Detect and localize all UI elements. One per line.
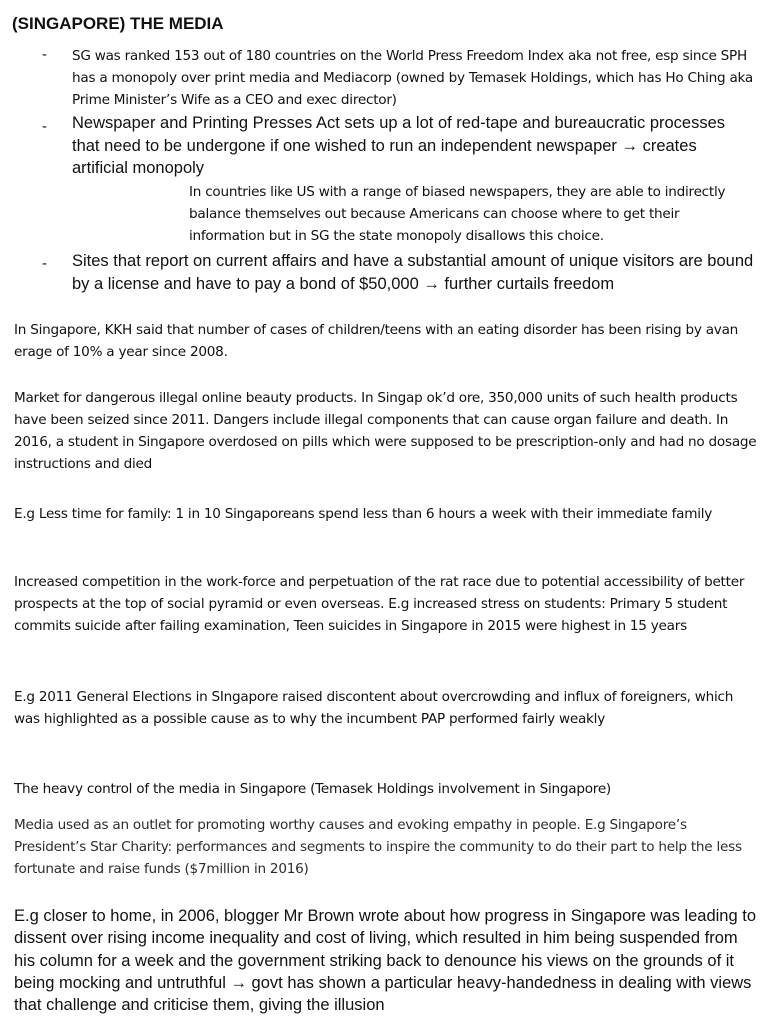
paragraph-mr-brown: E.g closer to home, in 2006, blogger Mr Brown wrote about how progress in Singapore was leading to dissent over rising income inequality and cost of living, which resulted in him being suspended from his column for a week and the government striking back to denounce his views on the grounds of it being mocking and untruthful → govt has shown a particular heavy-handedness in dealing with views that challenge and criticise them, giving the illusion	[14, 907, 757, 1015]
bullet-item: Newspaper and Printing Presses Act sets up a lot of red-tape and bureaucratic processes that need to be undergone if one wished to run an independent newspaper → creates artificial monopoly	[72, 114, 726, 177]
bullet-marker: -	[42, 46, 47, 63]
indented-note: In countries like US with a range of biased newspapers, they are able to indirectly balance themselves out because Americans can choose where to get their information but in SG the state monopoly disallows this choice.	[189, 184, 726, 244]
paragraph-beauty-products: Market for dangerous illegal online beauty products. In Singap ok’d ore, 350,000 units of such health products have been seized since 2011. Dangers include illegal components that can cause organ failure and death. In 2016, a student in Singapore overdosed on pills which were supposed to be prescription-only and had no dosage instructions and died	[14, 390, 757, 472]
paragraph-media-control: The heavy control of the media in Singapore (Temasek Holdings involvement in Singapore)	[14, 781, 611, 797]
section-heading: (SINGAPORE) THE MEDIA	[12, 14, 224, 33]
bullet-item: SG was ranked 153 out of 180 countries on the World Press Freedom Index aka not free, esp since SPH has a monopoly over print media and Mediacorp (owned by Temasek Holdings, which has Ho Ching aka Prime Minister’s Wife as a CEO and exec director)	[72, 48, 753, 108]
paragraph-competition: Increased competition in the work-force and perpetuation of the rat race due to potential accessibility of better prospects at the top of social pyramid or even overseas. E.g increased stress on students: Primary 5 student commits suicide after failing examination, Teen suicides in Singapore in 2015 were highest in 15 years	[14, 574, 745, 634]
paragraph-family-time: E.g Less time for family: 1 in 10 Singaporeans spend less than 6 hours a week with their immediate family	[14, 506, 713, 522]
paragraph-elections: E.g 2011 General Elections in SIngapore raised discontent about overcrowding and influx of foreigners, which was highlighted as a possible cause as to why the incumbent PAP performed fairly weakly	[14, 689, 734, 727]
bullet-marker: -	[42, 118, 47, 135]
bullet-marker: -	[42, 255, 47, 272]
paragraph-eating-disorder: In Singapore, KKH said that number of cases of children/teens with an eating disorder has been rising by avan erage of 10% a year since 2008.	[14, 322, 739, 360]
paragraph-charity: Media used as an outlet for promoting worthy causes and evoking empathy in people. E.g Singapore’s President’s Star Charity: performances and segments to inspire the community to do their part to help the less fortunate and raise funds ($7million in 2016)	[14, 817, 742, 877]
bullet-item: Sites that report on current affairs and have a substantial amount of unique visitors are bound by a license and have to pay a bond of $50,000 → further curtails freedom	[72, 252, 754, 293]
